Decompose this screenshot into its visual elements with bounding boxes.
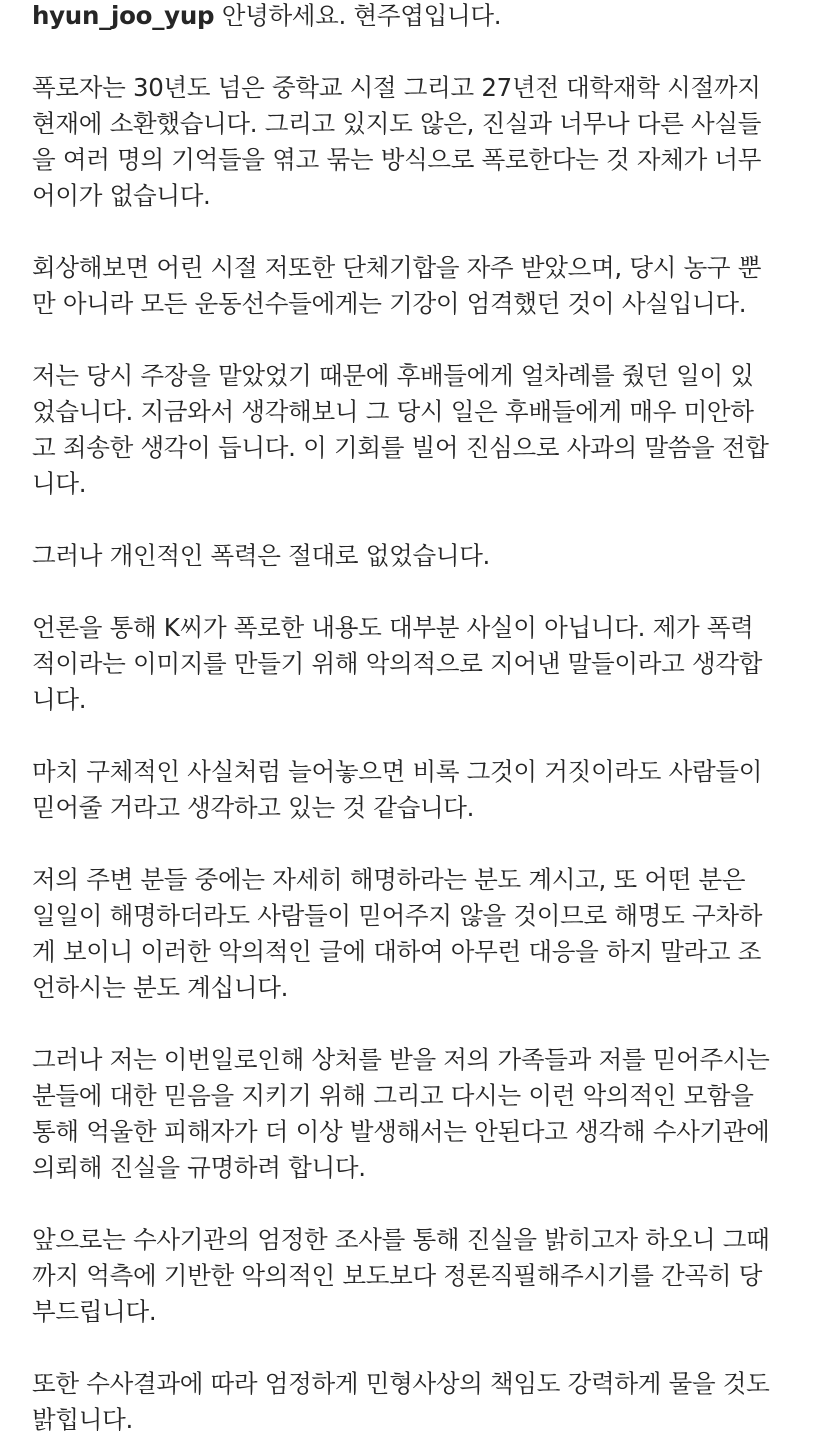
caption-line: 을 여러 명의 기억들을 엮고 묶는 방식으로 폭로한다는 것 자체가 너무 [32, 145, 762, 174]
paragraph-spacer [32, 826, 802, 862]
caption-line: 언론을 통해 K씨가 폭로한 내용도 대부분 사실이 아닙니다. 제가 폭력 [32, 613, 754, 642]
greeting-text: 안녕하세요. 현주엽입니다. [214, 1, 502, 30]
caption-line: 만 아니라 모든 운동선수들에게는 기강이 엄격했던 것이 사실입니다. [32, 289, 747, 318]
caption-line: 어이가 없습니다. [32, 181, 211, 210]
caption-line: 그러나 저는 이번일로인해 상처를 받을 저의 가족들과 저를 믿어주시는 [32, 1045, 770, 1074]
caption-line: 저의 주변 분들 중에는 자세히 해명하라는 분도 계시고, 또 어떤 분은 [32, 865, 746, 894]
caption-line: 었습니다. 지금와서 생각해보니 그 당시 일은 후배들에게 매우 미안하 [32, 397, 754, 426]
caption-line: 부드립니다. [32, 1297, 157, 1326]
paragraph-spacer [32, 718, 802, 754]
paragraph-spacer [32, 34, 802, 70]
paragraph-spacer [32, 1330, 802, 1366]
paragraph-spacer [32, 1006, 802, 1042]
caption-line: 언하시는 분도 계십니다. [32, 973, 289, 1002]
caption-line: 까지 억측에 기반한 악의적인 보도보다 정론직필해주시기를 간곡히 당 [32, 1261, 763, 1290]
caption-line: 니다. [32, 685, 87, 714]
caption-line: 저는 당시 주장을 맡았었기 때문에 후배들에게 얼차례를 줬던 일이 있 [32, 361, 754, 390]
paragraph-spacer [32, 574, 802, 610]
caption-line: 회상해보면 어린 시절 저또한 단체기합을 자주 받았으며, 당시 농구 뿐 [32, 253, 762, 282]
caption-line: 앞으로는 수사기관의 엄정한 조사를 통해 진실을 밝히고자 하오니 그때 [32, 1225, 770, 1254]
post-caption [32, 0, 802, 1438]
caption-line: 또한 수사결과에 따라 엄정하게 민형사상의 책임도 강력하게 물을 것도 [32, 1369, 770, 1398]
caption-line: 분들에 대한 믿음을 지키기 위해 그리고 다시는 이런 악의적인 모함을 [32, 1081, 754, 1110]
paragraph-spacer [32, 322, 802, 358]
caption-line: 현재에 소환했습니다. 그리고 있지도 않은, 진실과 너무나 다른 사실들 [32, 109, 762, 138]
caption-line: 통해 억울한 피해자가 더 이상 발생해서는 안된다고 생각해 수사기관에 [32, 1117, 770, 1146]
caption-line: 폭로자는 30년도 넘은 중학교 시절 그리고 27년전 대학재학 시절까지 [32, 73, 761, 102]
caption-line: 그러나 개인적인 폭력은 절대로 없었습니다. [32, 541, 491, 570]
caption-line: 마치 구체적인 사실처럼 늘어놓으면 비록 그것이 거짓이라도 사람들이 [32, 757, 763, 786]
caption-line: 밝힙니다. [32, 1405, 133, 1434]
caption-line: 게 보이니 이러한 악의적인 글에 대하여 아무런 대응을 하지 말라고 조 [32, 937, 762, 966]
caption-line: 적이라는 이미지를 만들기 위해 악의적으로 지어낸 말들이라고 생각합 [32, 649, 763, 678]
paragraph-spacer [32, 502, 802, 538]
paragraph-spacer [32, 214, 802, 250]
caption-line: 일일이 해명하더라도 사람들이 믿어주지 않을 것이므로 해명도 구차하 [32, 901, 763, 930]
paragraph-spacer [32, 1186, 802, 1222]
username-link[interactable]: hyun_joo_yup [32, 1, 215, 30]
caption-body [32, 34, 802, 1438]
caption-line: 믿어줄 거라고 생각하고 있는 것 같습니다. [32, 793, 475, 822]
caption-line: 의뢰해 진실을 규명하려 합니다. [32, 1153, 366, 1182]
caption-first-line [32, 0, 802, 34]
caption-line: 니다. [32, 469, 87, 498]
caption-line: 고 죄송한 생각이 듭니다. 이 기회를 빌어 진심으로 사과의 말씀을 전합 [32, 433, 769, 462]
